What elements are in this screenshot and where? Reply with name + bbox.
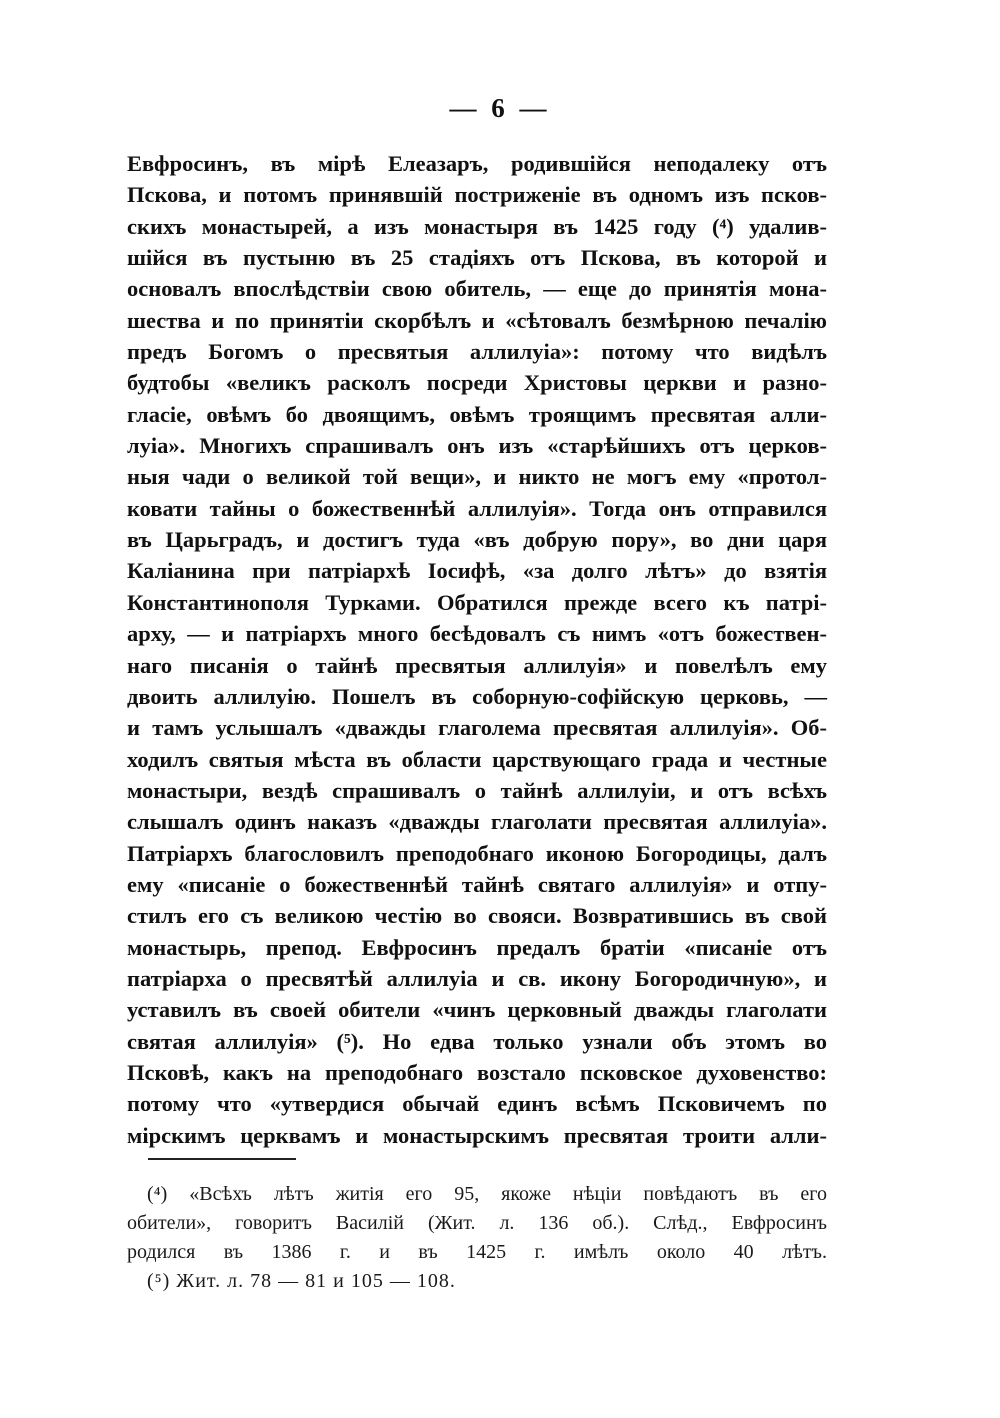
footnote-divider: [148, 1158, 296, 1160]
body-line: Пскова, и потомъ принявшій постриженіе въ одномъ изъ псков-: [127, 182, 827, 208]
footnote-line: родился въ 1386 г. и въ 1425 г. имѣлъ около 40 лѣтъ.: [127, 1241, 827, 1263]
body-line: ему «писаніе о божественнѣй тайнѣ святаго аллилуія» и отпу-: [127, 871, 827, 897]
footnotes: [127, 1180, 827, 1296]
body-line: шійся въ пустыню въ 25 стадіяхъ отъ Пскова, въ которой и: [127, 245, 827, 271]
body-line: шества и по принятіи скорбѣлъ и «сѣтовалъ безмѣрною печалію: [127, 307, 827, 333]
body-line: и тамъ услышалъ «дважды глаголема пресвятая аллилуія». Об-: [127, 715, 827, 741]
body-line: Патріархъ благословилъ преподобнаго иконою Богородицы, далъ: [127, 840, 827, 866]
body-line: будтобы «великъ расколъ посреди Христовы церкви и разно-: [127, 370, 827, 396]
body-line: потому что «утвердися обычай единъ всѣмъ Псковичемъ по: [127, 1091, 827, 1117]
body-line: предъ Богомъ о пресвятыя аллилуіа»: потому что видѣлъ: [127, 339, 827, 365]
body-line: двоить аллилуію. Пошелъ въ соборную-софійскую церковь, —: [127, 683, 827, 709]
body-line: гласіе, овѣмъ бо двоящимъ, овѣмъ троящимъ пресвятая алли-: [127, 401, 827, 427]
body-line: ходилъ святыя мѣста въ области царствующаго града и честные: [127, 746, 827, 772]
body-line: ныя чади о великой той вещи», и никто не могъ ему «протол-: [127, 464, 827, 490]
body-line: Каліанина при патріархѣ Іосифѣ, «за долго лѣтъ» до взятія: [127, 558, 827, 584]
body-line: слышалъ одинъ наказъ «дважды глаголати пресвятая аллилуіа».: [127, 809, 827, 835]
body-line: скихъ монастырей, а изъ монастыря въ 1425 году (⁴) удалив-: [127, 213, 827, 239]
body-line: ковати тайны о божественнѣй аллилуія». Тогда онъ отправился: [127, 495, 827, 521]
body-line: патріарха о пресвятѣй аллилуіа и св. икону Богородичную», и: [127, 965, 827, 991]
body-line: Константинополя Турками. Обратился прежде всего къ патрі-: [127, 589, 827, 615]
body-line: монастырь, препод. Евфросинъ предалъ братіи «писаніе отъ: [127, 934, 827, 960]
footnote-line: обители», говоритъ Василій (Жит. л. 136 об.). Слѣд., Евфросинъ: [127, 1212, 827, 1234]
body-line: монастыри, вездѣ спрашивалъ о тайнѣ аллилуіи, и отъ всѣхъ: [127, 777, 827, 803]
body-text: [127, 148, 827, 1151]
body-line: уставилъ въ своей обители «чинъ церковный дважды глаголати: [127, 997, 827, 1023]
body-line: въ Царьградъ, и достигъ туда «въ добрую пору», во дни царя: [127, 527, 827, 553]
body-line: основалъ впослѣдствіи свою обитель, — еще до принятія мона-: [127, 276, 827, 302]
body-line: Псковѣ, какъ на преподобнаго возстало псковское духовенство:: [127, 1059, 827, 1085]
body-line: луіа». Многихъ спрашивалъ онъ изъ «старѣйшихъ отъ церков-: [127, 433, 827, 459]
body-line: наго писанія о тайнѣ пресвятыя аллилуія» и повелѣлъ ему: [127, 652, 827, 678]
body-line: мірскимъ церквамъ и монастырскимъ пресвятая троити алли-: [127, 1122, 827, 1148]
body-line: стилъ его съ великою честію во свояси. Возвратившись въ свой: [127, 903, 827, 929]
page-number: — 6 —: [449, 93, 551, 123]
body-line: святая аллилуія» (⁵). Но едва только узнали объ этомъ во: [127, 1028, 827, 1054]
footnote-line: (⁴) «Всѣхъ лѣтъ житія его 95, якоже нѣціи повѣдаютъ въ его: [147, 1183, 827, 1205]
body-line: арху, — и патріархъ много бесѣдовалъ съ нимъ «отъ божествен-: [127, 621, 827, 647]
footnote-line: (⁵) Жит. л. 78 — 81 и 105 — 108.: [147, 1270, 456, 1292]
body-line: Евфросинъ, въ мірѣ Елеазаръ, родившійся неподалеку отъ: [127, 151, 827, 176]
